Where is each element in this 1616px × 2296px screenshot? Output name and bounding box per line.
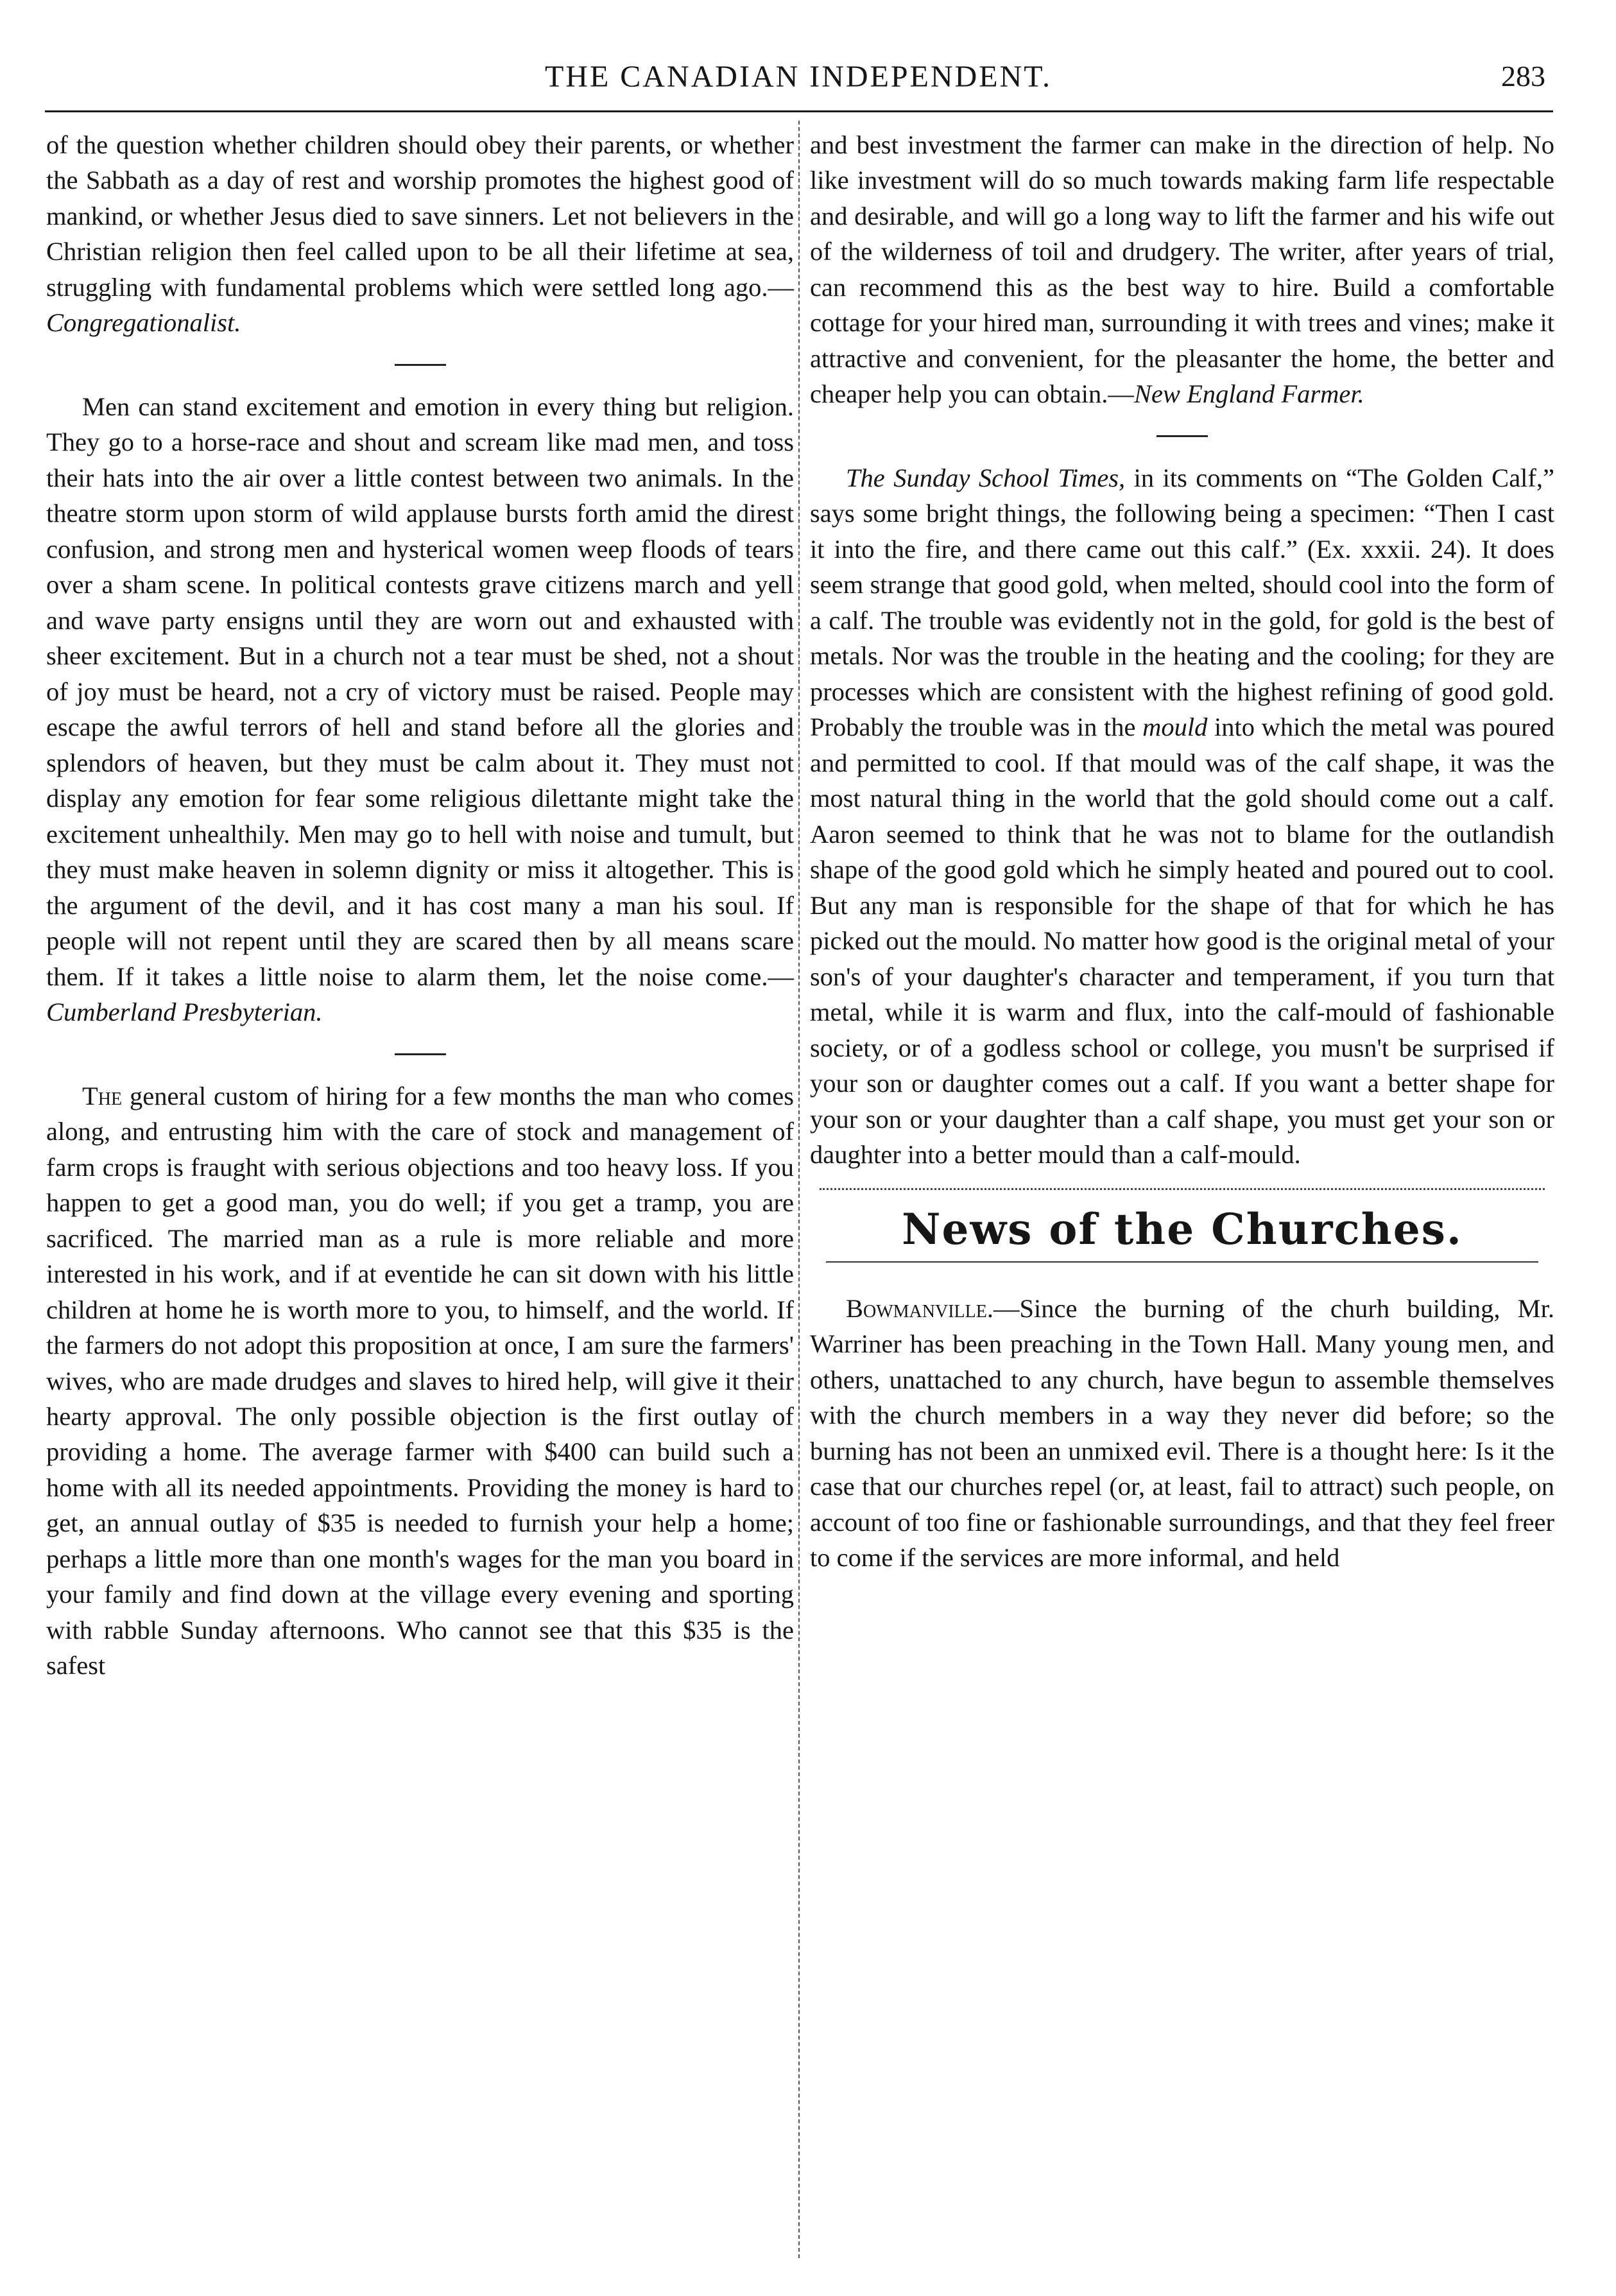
article-text: —Since the burning of the churh building, Mr. Warriner has been preaching in the Town Hall. Many young men, and others, unattached to any church, have begun to assemble themselves with the church members in a way they never did before; so the burning has not been an unmixed evil. There is a thought here: Is it the case that our churches repel (or, at least, fail to attract) such people, on account of too fine or fashionable surroundings, and that they feel freer to come if the services are more informal, and held bbox=[810, 1293, 1554, 1573]
section-divider bbox=[1156, 435, 1208, 437]
article-text: Men can stand excitement and emotion in every thing but religion. They go to a horse-race and shout and scream like mad men, and toss their hats into the air over a little contest between two animals. In the theatre storm upon storm of wild applause bursts forth amid the direst confusion, and strong men and hysterical women weep floods of tears over a sham scene. In political contests grave citizens march and yell and wave party ensigns until they are worn out and exhausted with sheer excitement. But in a church not a tear must be shed, not a shout of joy must be heard, not a cry of victory must be raised. People may escape the awful terrors of hell and stand before all the glories and splendors of heaven, but they must be calm about it. They must not display any emotion for fear some religious dilettante might take the excitement unhealthily. Men may go to hell with noise and tumult, but they must make heaven in solemn dignity or miss it altogether. This is the argument of the devil, and it has cost many a man his soul. If people will not repent until they are scared then by all means scare them. If it takes a little noise to alarm them, let the noise come.— bbox=[46, 392, 794, 991]
article-text: in its comments on “The Golden Calf,” says some bright things, the following being a specimen: “Then I cast it into the fire, and there came out this calf.” (Ex. xxxii. 24). It does seem strange that good gold, when melted, should cool into the form of a calf. The trouble was evidently not in the gold, for gold is the best of metals. Nor was the trouble in the heating and the cooling; for they are processes which are consistent with the highest refining of good gold. Probably the trouble was in the bbox=[810, 463, 1555, 742]
column-divider bbox=[798, 121, 800, 2258]
article-source: Congregationalist. bbox=[46, 308, 241, 338]
news-item-bowmanville bbox=[810, 1291, 1554, 1576]
article-source: New England Farmer. bbox=[1133, 379, 1364, 409]
news-heading: News of the Churches. bbox=[902, 1204, 1463, 1254]
article-text: general custom of hiring for a few months the man who comes along, and entrusting him with the care of stock and management of farm crops is fraught with serious objections and too heavy loss. If you happen to get a good man, you do well; if you get a tramp, you are sacrificed. The married man as a rule is more reliable and more interested in his work, and if at eventide he can sit down with his little children at home he is worth more to you, to himself, and the world. If the farmers do not adopt this proposition at once, I am sure the farmers' wives, who are made drudges and slaves to hired help, will give it their hearty approval. The only possible objection is the first outlay of providing a home. The average farmer with $400 can build such a home with all its needed appointments. Providing the money is hard to get, an annual outlay of $35 is needed to furnish your help a home; perhaps a little more than one month's wages for the man you board in your family and find down at the village every evening and sporting with rabble Sunday afternoons. Who cannot see that this $35 is the safest bbox=[46, 1081, 794, 1680]
article-cumberland-presbyterian bbox=[46, 389, 794, 1030]
article-source: Cumberland Presbyterian. bbox=[46, 997, 323, 1027]
article-lead-word: The bbox=[82, 1081, 123, 1110]
publication-title: THE CANADIAN INDEPENDENT. bbox=[544, 60, 1052, 94]
page-number: 283 bbox=[1501, 60, 1545, 92]
dotted-rule bbox=[820, 1188, 1545, 1190]
page-header bbox=[45, 59, 1552, 109]
header-rule bbox=[45, 110, 1553, 112]
heading-rule bbox=[826, 1261, 1538, 1263]
article-text: and best investment the farmer can make in the direction of help. No like investment will do so much towards making farm life respectable and desirable, and will go a long way to lift the farmer and his wife out of the wilderness of toil and drudgery. The writer, after years of trial, can recommend this as the best way to hire. Build a comfortable cottage for your hired man, surrounding it with trees and vines; make it attractive and convenient, for the pleasanter the home, the better and cheaper help you can obtain.— bbox=[810, 130, 1554, 409]
article-hiring-help bbox=[46, 1078, 794, 1684]
section-divider bbox=[395, 364, 446, 366]
article-congregationalist bbox=[46, 127, 794, 341]
news-section bbox=[810, 1188, 1554, 1576]
left-column bbox=[46, 127, 794, 1684]
article-golden-calf bbox=[810, 460, 1554, 1173]
article-text: of the question whether children should obey their parents, or whether the Sabbath as a day of rest and worship promotes the highest good of mankind, or whether Jesus died to save sinners. Let not believers in the Christian religion then feel called upon to be all their lifetime at sea, struggling with fundamental problems which were settled long ago.— bbox=[46, 130, 794, 302]
article-text: into which the metal was poured and permitted to cool. If that mould was of the calf shape, it was the most natural thing in the world that the gold should come out a calf. Aaron seemed to think that he was not to blame for the outlandish shape of the good gold which he simply heated and poured out to cool. But any man is responsible for the shape of that for which he has picked out the mould. No matter how good is the original metal of your son's of your daughter's character and temperament, if you turn that metal, while it is warm and flux, into the calf-mould of fashionable society, or of a godless school or college, you musn't be surprised if your son or daughter comes out a calf. If you want a better shape for your son or your daughter than a calf shape, you must get your son or daughter into a better mould than a calf-mould. bbox=[810, 712, 1554, 1170]
right-column bbox=[810, 127, 1554, 1576]
section-divider bbox=[395, 1053, 446, 1055]
news-place: Bowmanville. bbox=[846, 1293, 993, 1323]
article-source: The Sunday School Times, bbox=[846, 463, 1126, 492]
article-new-england-farmer bbox=[810, 127, 1554, 412]
emphasis-mould: mould bbox=[1142, 712, 1208, 742]
